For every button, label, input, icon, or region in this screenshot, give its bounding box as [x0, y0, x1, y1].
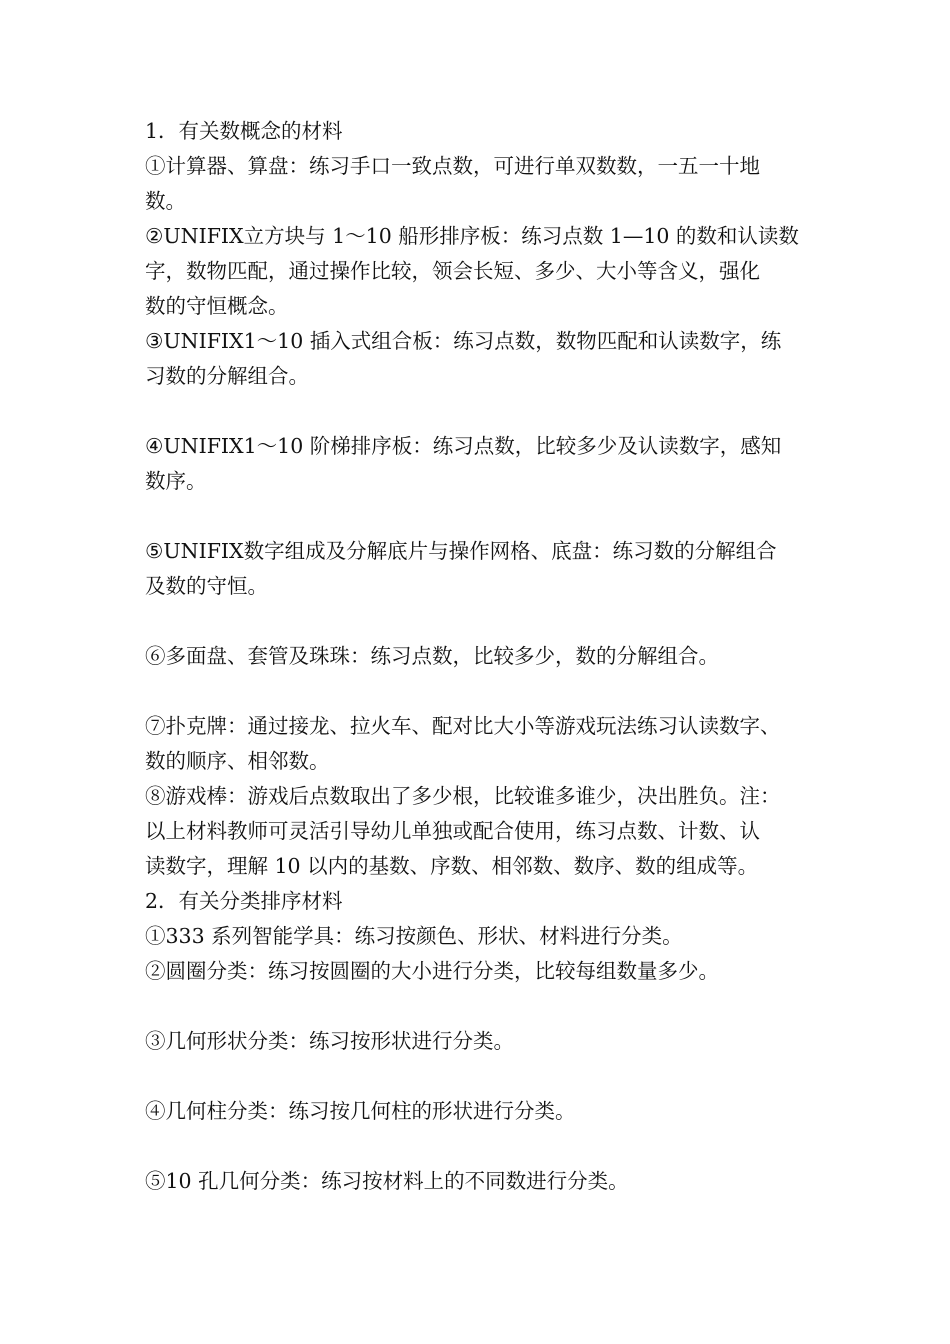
text-line: ⑤10 孔几何分类：练习按材料上的不同数进行分类。: [145, 1169, 629, 1193]
text-line: ④几何柱分类：练习按几何柱的形状进行分类。: [145, 1099, 576, 1123]
paragraph-gap: [145, 989, 825, 1024]
text-line: ⑥多面盘、套管及珠珠：练习点数，比较多少，数的分解组合。: [145, 644, 719, 668]
text-line: 数的顺序、相邻数。: [145, 749, 330, 773]
text-line: 及数的守恒。: [145, 574, 268, 598]
text-line: ②UNIFIX立方块与 1～10 船形排序板：练习点数 1—10 的数和认读数: [145, 224, 799, 248]
paragraph-gap: [145, 1059, 825, 1094]
text-line: 数。: [145, 189, 186, 213]
text-line: ②圆圈分类：练习按圆圈的大小进行分类，比较每组数量多少。: [145, 959, 719, 983]
text-line: ③UNIFIX1～10 插入式组合板：练习点数，数物匹配和认读数字，练: [145, 329, 782, 353]
text-line: 习数的分解组合。: [145, 364, 309, 388]
text-line: 数序。: [145, 469, 207, 493]
paragraph-gap: [145, 394, 825, 429]
document-body: [145, 114, 825, 1199]
text-line: 数的守恒概念。: [145, 294, 289, 318]
text-line: 以上材料教师可灵活引导幼儿单独或配合使用，练习点数、计数、认: [145, 819, 760, 843]
paragraph-gap: [145, 604, 825, 639]
text-line: ③几何形状分类：练习按形状进行分类。: [145, 1029, 514, 1053]
text-line: 2．有关分类排序材料: [145, 889, 343, 913]
text-line: ⑤UNIFIX数字组成及分解底片与操作网格、底盘：练习数的分解组合: [145, 539, 777, 563]
paragraph-gap: [145, 674, 825, 709]
text-line: ⑦扑克牌：通过接龙、拉火车、配对比大小等游戏玩法练习认读数字、: [145, 714, 781, 738]
text-line: ⑧游戏棒：游戏后点数取出了多少根，比较谁多谁少，决出胜负。注：: [145, 784, 781, 808]
text-line: 1．有关数概念的材料: [145, 119, 343, 143]
text-line: ①333 系列智能学具：练习按颜色、形状、材料进行分类。: [145, 924, 683, 948]
paragraph-gap: [145, 1129, 825, 1164]
text-line: 字，数物匹配，通过操作比较，领会长短、多少、大小等含义，强化: [145, 259, 760, 283]
paragraph-gap: [145, 499, 825, 534]
text-line: 读数字，理解 10 以内的基数、序数、相邻数、数序、数的组成等。: [145, 854, 759, 878]
text-line: ④UNIFIX1～10 阶梯排序板：练习点数，比较多少及认读数字，感知: [145, 434, 782, 458]
text-line: ①计算器、算盘：练习手口一致点数，可进行单双数数，一五一十地: [145, 154, 760, 178]
